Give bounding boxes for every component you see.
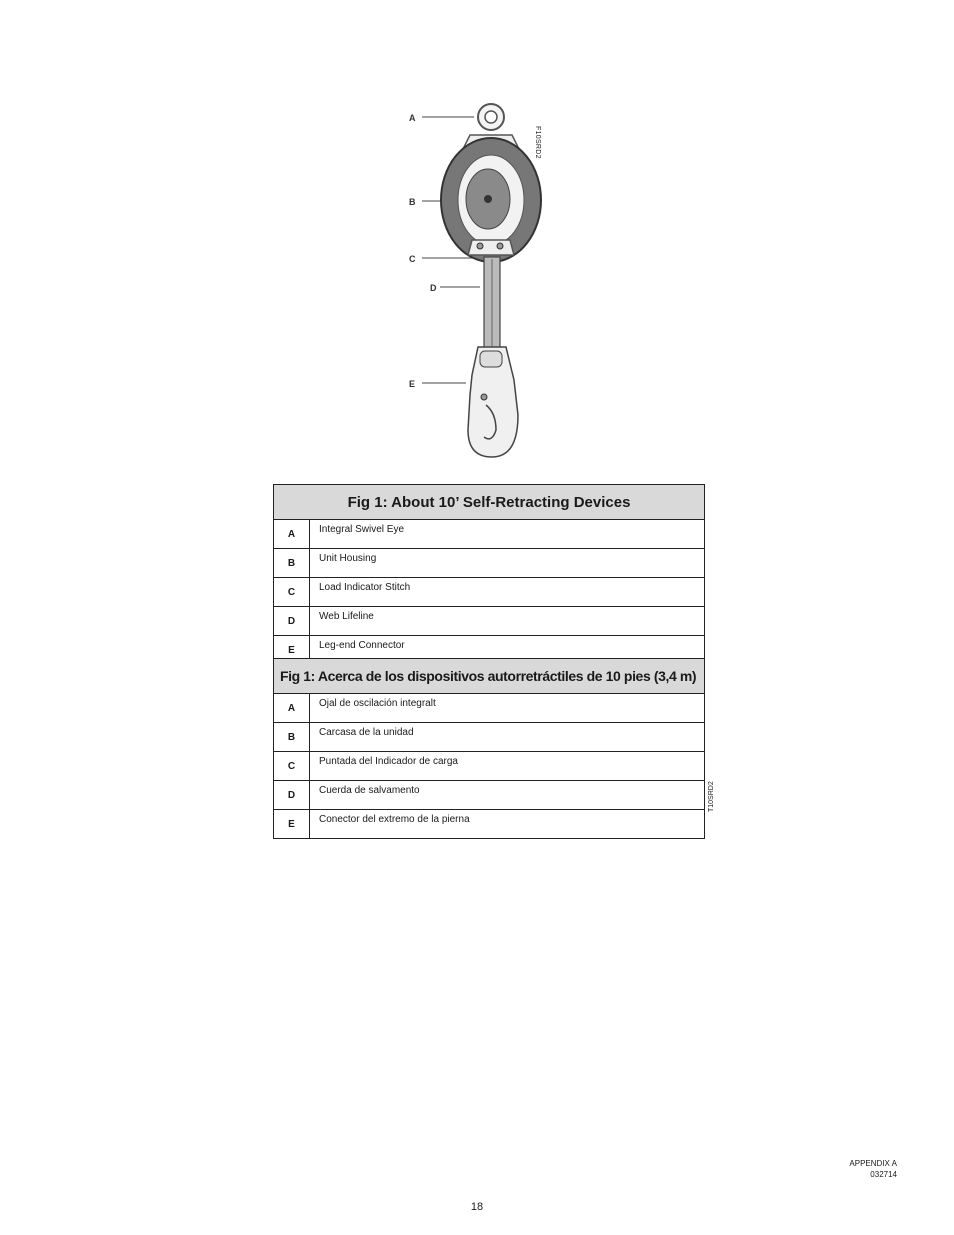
parts-table-english [273,484,705,665]
table-row: A Ojal de oscilación integralt [274,694,705,723]
callout-c: C [409,254,416,264]
srd-device-illustration [400,95,570,465]
table-code-wrapper [708,781,718,846]
figure-code: F10SRD2 [534,126,541,159]
appendix-title: APPENDIX A [849,1159,897,1168]
table-row: C Load Indicator Stitch [274,578,705,607]
table-title-spanish: Fig 1: Acerca de los dispositivos autorretráctiles de 10 pies (3,4 m) [274,659,705,694]
table-row: B Unit Housing [274,549,705,578]
table-row: D Cuerda de salvamento [274,781,705,810]
table-row: C Puntada del Indicador de carga [274,752,705,781]
callout-d: D [430,283,437,293]
parts-table-spanish [273,658,705,839]
callout-b: B [409,197,416,207]
table-title-english: Fig 1: About 10’ Self-Retracting Devices [274,485,705,520]
device-drawing [400,95,570,465]
table-row: A Integral Swivel Eye [274,520,705,549]
appendix-date-code: 032714 [870,1170,897,1179]
page-number: 18 [470,1201,484,1213]
callout-e: E [409,379,416,389]
table-row: E Conector del extremo de la pierna [274,810,705,839]
table-row: E Leg-end Connector [274,636,705,665]
table-row: D Web Lifeline [274,607,705,636]
appendix-label [849,1158,897,1180]
table-row: B Carcasa de la unidad [274,723,705,752]
callout-a: A [409,113,416,123]
table-code: T10SRD2 [708,781,715,812]
